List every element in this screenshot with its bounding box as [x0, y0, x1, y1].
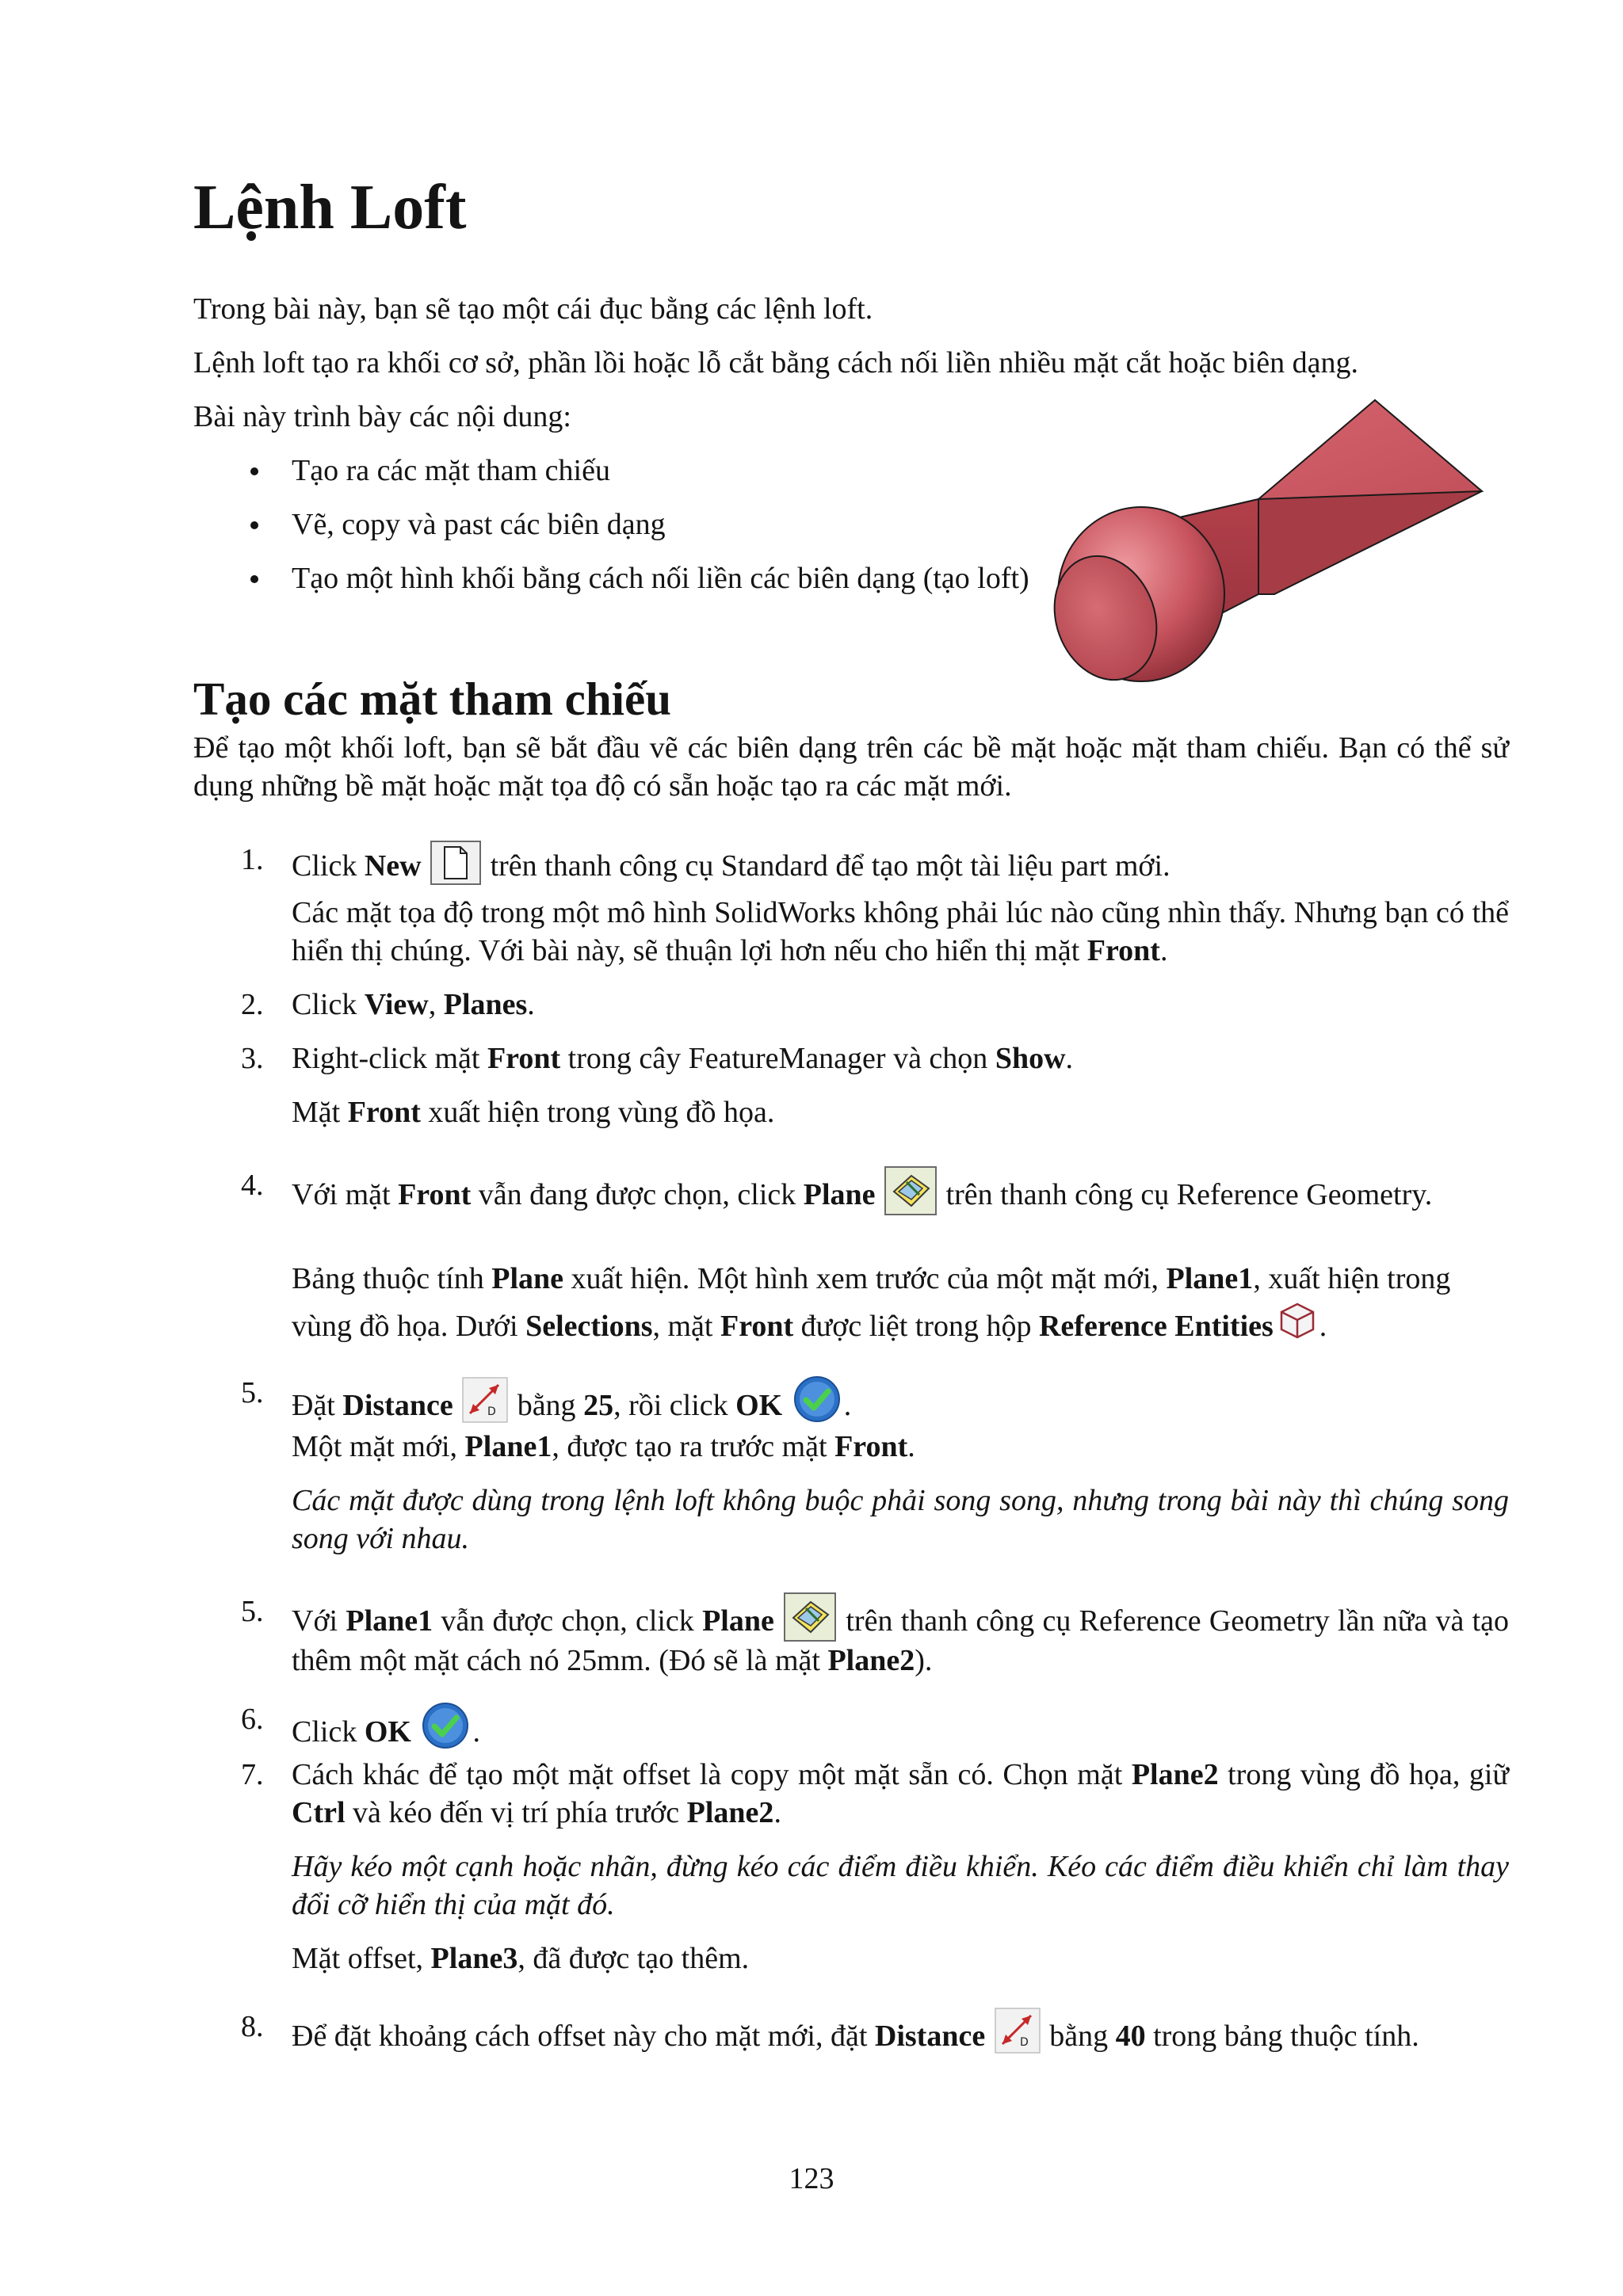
step-text: , rồi click [613, 1389, 736, 1422]
note-text: Bảng thuộc tính [292, 1262, 492, 1295]
step-text: Right-click mặt [292, 1042, 487, 1075]
note-text: Mặt offset, [292, 1942, 431, 1975]
bold-term: Plane2 [1131, 1758, 1219, 1791]
bullet-item: Tạo ra các mặt tham chiếu [292, 454, 610, 487]
step-text: và kéo đến vị trí phía trước [345, 1796, 687, 1829]
bold-term: 40 [1115, 2019, 1146, 2053]
bold-term: Reference Entities [1038, 1310, 1274, 1343]
step-text: . [773, 1796, 781, 1829]
step-5-note [292, 1428, 915, 1466]
step-number: 8. [241, 2010, 264, 2043]
svg-text:D: D [1019, 2036, 1029, 2049]
step-text: trên thanh công cụ Standard để tạo một tài liệu part mới. [483, 849, 1170, 883]
step-number: 6. [241, 1703, 264, 1736]
step-7-tip: Hãy kéo một cạnh hoặc nhãn, đừng kéo các điểm điều khiển. Kéo các điểm điều khiển chỉ làm thay đổi cỡ hiển thị của mặt đó. [292, 1850, 1509, 1921]
intro-line-3: Bài này trình bày các nội dung: [193, 400, 571, 433]
chisel-model-image [1046, 392, 1514, 697]
bold-term: Front [487, 1042, 561, 1075]
bullet-dot [250, 467, 258, 475]
bold-term: Front [398, 1178, 472, 1211]
bold-term: Plane [491, 1262, 564, 1295]
note-text: . [1319, 1310, 1327, 1343]
step-3-note [292, 1093, 774, 1131]
new-document-icon [430, 841, 481, 885]
step-text: . [527, 988, 535, 1021]
note-text: xuất hiện trong vùng đồ họa. [420, 1096, 775, 1129]
step-text: Click [292, 1715, 365, 1749]
bullet-item: Tạo một hình khối bằng cách nối liền các biên dạng (tạo loft) [292, 562, 1029, 595]
bullet-item: Vẽ, copy và past các biên dạng [292, 508, 666, 541]
reference-entities-icon [1275, 1301, 1318, 1339]
step-1-note [292, 894, 1509, 970]
note-text: Mặt [292, 1096, 348, 1129]
step-7-note [292, 1939, 749, 1978]
step-text: Để đặt khoảng cách offset này cho mặt mới, đặt [292, 2019, 875, 2053]
note-text: . [1159, 934, 1168, 967]
bold-term: Front [1086, 934, 1160, 967]
step-text: bằng [1049, 2019, 1116, 2053]
step-2 [292, 986, 535, 1024]
note-text: Một mặt mới, [292, 1430, 465, 1463]
step-5b [292, 1592, 1509, 1680]
step-6 [292, 1700, 480, 1751]
bold-term: 25 [583, 1389, 614, 1422]
step-text: Click [292, 849, 365, 883]
step-text: . [843, 1389, 852, 1422]
bullet-dot [250, 521, 258, 529]
step-text: Click [292, 988, 365, 1021]
step-text: bằng [517, 1389, 584, 1422]
step-text: trong bảng thuộc tính. [1145, 2019, 1419, 2053]
plane-icon [884, 1166, 937, 1215]
plane-icon [784, 1592, 836, 1642]
step-5-tip: Các mặt được dùng trong lệnh loft không buộc phải song song, nhưng trong bài này thì chúng song song với nhau. [292, 1484, 1509, 1555]
step-number: 3. [241, 1042, 264, 1075]
step-4-note [292, 1257, 1512, 1348]
step-number: 5. [241, 1376, 264, 1409]
ok-check-icon [420, 1700, 471, 1751]
bold-term: OK [735, 1389, 783, 1422]
step-text: trên thanh công cụ Reference Geometry. [938, 1178, 1433, 1211]
bold-term: Plane1 [1166, 1262, 1254, 1295]
step-text: trong vùng đồ họa, giữ [1218, 1758, 1510, 1791]
step-text: , [428, 988, 444, 1021]
step-number: 4. [241, 1169, 264, 1202]
note-text: , xuất hiện trong vùng đồ họa. Dưới [292, 1262, 1451, 1343]
bold-term: Selections [525, 1310, 653, 1343]
distance-icon [462, 1377, 508, 1423]
bold-term: Plane [702, 1604, 774, 1638]
section-heading: Tạo các mặt tham chiếu [193, 673, 672, 725]
note-text: được liệt trong hộp [793, 1310, 1039, 1343]
bold-term: Plane2 [827, 1644, 915, 1677]
bold-term: Front [834, 1430, 908, 1463]
step-text: trên thanh công cụ Reference Geometry lần nữa và tạo thêm một mặt cách nó 25mm. (Đó sẽ là mặt [292, 1604, 1510, 1677]
note-text: xuất hiện. Một hình xem trước của một mặt mới, [563, 1262, 1167, 1295]
step-text: vẫn đang được chọn, click [471, 1178, 804, 1211]
distance-icon [995, 2008, 1041, 2054]
note-text: Các mặt tọa độ trong một mô hình SolidWorks không phải lúc nào cũng nhìn thấy. Nhưng bạn có thể hiển thị chúng. Với bài này, sẽ thuận lợi hơn nếu cho hiển thị mặt [292, 896, 1509, 967]
step-text: Với mặt [292, 1178, 399, 1211]
step-3 [292, 1039, 1073, 1077]
bold-term: Plane1 [464, 1430, 552, 1463]
bold-term: Distance [342, 1389, 453, 1422]
bold-term: Plane2 [686, 1796, 774, 1829]
bold-term: Show [995, 1042, 1066, 1075]
svg-text:D: D [487, 1405, 496, 1418]
step-1 [292, 841, 1170, 885]
step-7 [292, 1756, 1509, 1832]
bold-term: View [364, 988, 429, 1021]
step-text: Cách khác để tạo một mặt offset là copy một mặt sẵn có. Chọn mặt [292, 1758, 1132, 1791]
page-title: Lệnh Loft [193, 173, 467, 242]
step-number: 2. [241, 988, 264, 1021]
note-text: , mặt [652, 1310, 720, 1343]
bold-term: OK [364, 1715, 411, 1749]
step-5 [292, 1374, 851, 1425]
step-8 [292, 2008, 1419, 2055]
step-number: 1. [241, 843, 264, 876]
section-intro: Để tạo một khối loft, bạn sẽ bắt đầu vẽ các biên dạng trên các bề mặt hoặc mặt tham chiếu. Bạn có thể sử dụng những bề mặt hoặc mặt tọa độ có sẵn hoặc tạo ra các mặt mới. [193, 731, 1509, 803]
bold-term: Ctrl [292, 1796, 346, 1829]
page-number: 123 [789, 2162, 834, 2195]
step-text: . [472, 1715, 480, 1749]
bold-term: Plane [803, 1178, 876, 1211]
step-text: Với [292, 1604, 346, 1638]
bold-term: Front [347, 1096, 421, 1129]
intro-line-1: Trong bài này, bạn sẽ tạo một cái đục bằng các lệnh loft. [193, 292, 873, 326]
step-text: trong cây FeatureManager và chọn [560, 1042, 995, 1075]
intro-line-2: Lệnh loft tạo ra khối cơ sở, phần lồi hoặc lỗ cắt bằng cách nối liền nhiều mặt cắt hoặc biên dạng. [193, 346, 1358, 379]
step-number: 7. [241, 1758, 264, 1791]
bold-term: Distance [874, 2019, 986, 2053]
bullet-dot [250, 575, 258, 583]
step-number: 5. [241, 1595, 264, 1628]
bold-term: Planes [443, 988, 528, 1021]
note-text: . [907, 1430, 915, 1463]
step-text: ). [915, 1644, 933, 1677]
note-text: , được tạo ra trước mặt [552, 1430, 835, 1463]
ok-check-icon [792, 1374, 842, 1425]
note-text: , đã được tạo thêm. [517, 1942, 750, 1975]
step-text: . [1065, 1042, 1074, 1075]
bold-term: Plane3 [430, 1942, 518, 1975]
bold-term: Front [720, 1310, 794, 1343]
step-4 [292, 1166, 1509, 1215]
step-text: vẫn được chọn, click [433, 1604, 703, 1638]
step-text: Đặt [292, 1389, 343, 1422]
bold-term: Plane1 [346, 1604, 433, 1638]
bold-term: New [364, 849, 422, 883]
